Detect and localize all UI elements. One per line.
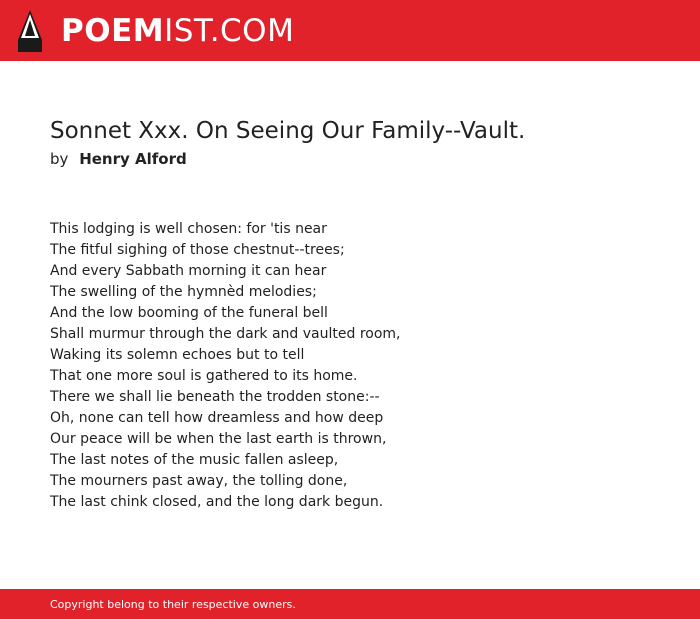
pencil-icon[interactable] bbox=[18, 10, 42, 52]
logo-bold-text: POEM bbox=[61, 13, 165, 49]
site-footer bbox=[0, 589, 700, 619]
poem-line: And every Sabbath morning it can hear bbox=[50, 263, 327, 279]
by-label: by bbox=[50, 150, 69, 168]
poem-line: Oh, none can tell how dreamless and how deep bbox=[50, 410, 384, 426]
author-name: Henry Alford bbox=[79, 150, 187, 168]
poem-line: Shall murmur through the dark and vaulted room, bbox=[50, 326, 401, 342]
site-logo[interactable] bbox=[61, 11, 294, 51]
poem-line: The last chink closed, and the long dark begun. bbox=[50, 494, 384, 510]
byline bbox=[50, 149, 187, 169]
poem-line: There we shall lie beneath the trodden stone:-- bbox=[50, 389, 380, 405]
poem-line: And the low booming of the funeral bell bbox=[50, 305, 328, 321]
copyright-text: Copyright belong to their respective owners. bbox=[50, 598, 296, 611]
site-header bbox=[0, 0, 700, 61]
poem-line: The last notes of the music fallen asleep, bbox=[50, 452, 339, 468]
poem-line: This lodging is well chosen: for 'tis near bbox=[50, 221, 327, 237]
poem-line: The mourners past away, the tolling done, bbox=[50, 473, 348, 489]
logo-light-text: IST.COM bbox=[164, 13, 295, 49]
poem-line: The swelling of the hymnèd melodies; bbox=[50, 284, 317, 300]
poem-line: That one more soul is gathered to its home. bbox=[50, 368, 358, 384]
poem-line: The fitful sighing of those chestnut--trees; bbox=[50, 242, 345, 258]
poem-line: Waking its solemn echoes but to tell bbox=[50, 347, 305, 363]
poem-line: Our peace will be when the last earth is thrown, bbox=[50, 431, 387, 447]
poem-body bbox=[50, 219, 670, 513]
poem-title: Sonnet Xxx. On Seeing Our Family--Vault. bbox=[50, 118, 526, 144]
